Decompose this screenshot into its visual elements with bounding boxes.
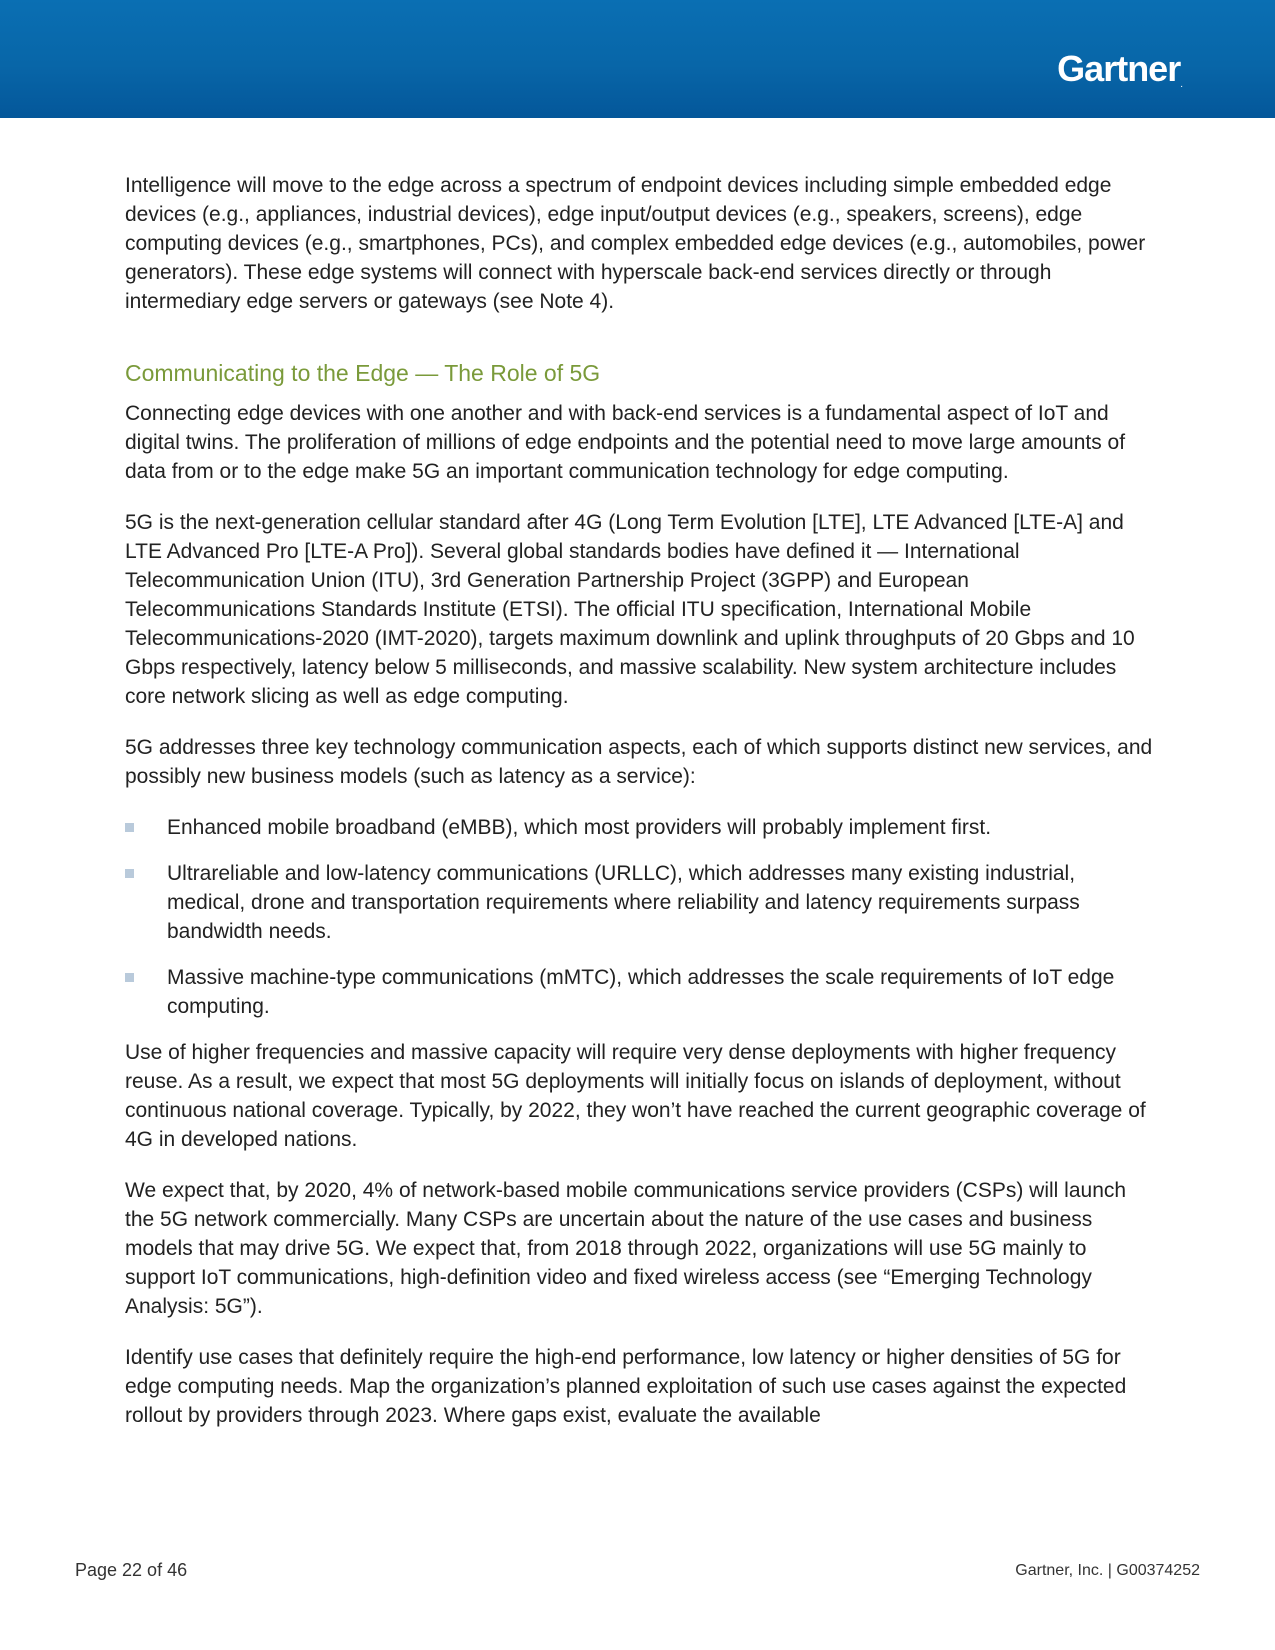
list-item — [125, 813, 1155, 842]
gartner-logo — [1057, 48, 1183, 90]
logo-mark: . — [1180, 79, 1183, 90]
header-band — [0, 0, 1275, 118]
paragraph: Use of higher frequencies and massive capacity will require very dense deployments with higher frequency reuse. As a result, we expect that most 5G deployments will initially focus on islands of deployment, without continuous national coverage. Typically, by 2022, they won’t have reached the current geographic coverage of 4G in developed nations. — [125, 1041, 1146, 1151]
square-bullet-icon — [125, 823, 134, 832]
paragraph: Identify use cases that definitely require the high-end performance, low latency or higher densities of 5G for edge computing needs. Map the organization’s planned exploitation of such use cases against the expected rollout by providers through 2023. Where gaps exist, evaluate the available — [125, 1346, 1127, 1427]
list-item-text: Massive machine-type communications (mMTC), which addresses the scale requirements of IoT edge computing. — [167, 966, 1115, 1018]
bullet-list — [125, 813, 1155, 1021]
square-bullet-icon — [125, 869, 134, 878]
paragraph: Connecting edge devices with one another and with back-end services is a fundamental aspect of IoT and digital twins. The proliferation of millions of edge endpoints and the potential need to move large amounts of data from or to the edge make 5G an important communication technology for edge computing. — [125, 402, 1126, 483]
document-body — [125, 171, 1155, 1452]
square-bullet-icon — [125, 973, 134, 982]
list-item — [125, 963, 1155, 1021]
intro-paragraph: Intelligence will move to the edge across a spectrum of endpoint devices including simple embedded edge devices (e.g., appliances, industrial devices), edge input/output devices (e.g., speakers, screens), edge computing devices (e.g., smartphones, PCs), and complex embedded edge devices (e.g., automobiles, power generators). These edge systems will connect with hyperscale back-end services directly or through intermediary edge servers or gateways (see Note 4). — [125, 174, 1146, 313]
paragraph: We expect that, by 2020, 4% of network-based mobile communications service providers (CSPs) will launch the 5G network commercially. Many CSPs are uncertain about the nature of the use cases and business models that may drive 5G. We expect that, from 2018 through 2022, organizations will use 5G mainly to support IoT communications, high-definition video and fixed wireless access (see “Emerging Technology Analysis: 5G”). — [125, 1179, 1127, 1318]
document-id: Gartner, Inc. | G00374252 — [1015, 1562, 1200, 1579]
paragraph: 5G addresses three key technology communication aspects, each of which supports distinct new services, and possibly new business models (such as latency as a service): — [125, 736, 1153, 788]
logo-text: Gartner — [1057, 48, 1181, 89]
section-heading: Communicating to the Edge — The Role of 5G — [125, 360, 601, 386]
page-number: Page 22 of 46 — [75, 1560, 188, 1580]
paragraph: 5G is the next-generation cellular standard after 4G (Long Term Evolution [LTE], LTE Advanced [LTE-A] and LTE Advanced Pro [LTE-A Pro]). Several global standards bodies have defined it — International Telecommunication Union (ITU), 3rd Generation Partnership Project (3GPP) and European Telecommunications Standards Institute (ETSI). The official ITU specification, International Mobile Telecommunications-2020 (IMT-2020), targets maximum downlink and uplink throughputs of 20 Gbps and 10 Gbps respectively, latency below 5 milliseconds, and massive scalability. New system architecture includes core network slicing as well as edge computing. — [125, 511, 1135, 708]
list-item-text: Ultrareliable and low-latency communications (URLLC), which addresses many existing industrial, medical, drone and transportation requirements where reliability and latency requirements surpass bandwidth needs. — [167, 862, 1080, 943]
list-item — [125, 859, 1155, 946]
list-item-text: Enhanced mobile broadband (eMBB), which most providers will probably implement first. — [167, 816, 992, 839]
